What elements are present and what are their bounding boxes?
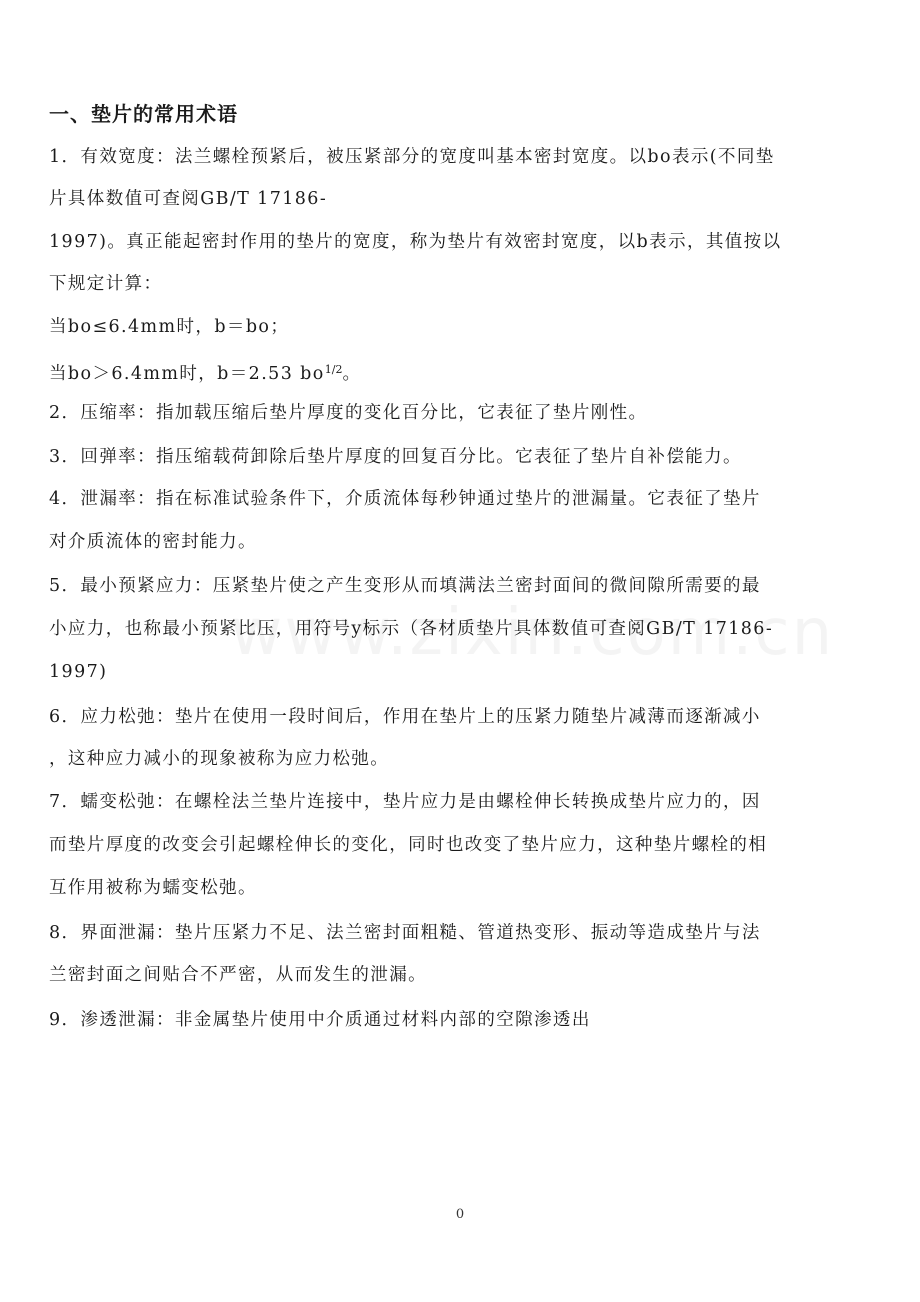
text-line: 5．最小预紧应力：压紧垫片使之产生变形从而填满法兰密封面间的微间隙所需要的最 (49, 576, 761, 596)
section-heading: 一、垫片的常用术语 (49, 102, 238, 126)
text-line: 片具体数值可查阅GB/T 17186- (49, 189, 328, 209)
page-number: 0 (455, 1207, 465, 1222)
text-line: 互作用被称为蠕变松弛。 (49, 878, 257, 898)
formula-text: 当bo＞6.4mm时，b＝2.53 bo (49, 364, 325, 384)
text-line: 2．压缩率：指加载压缩后垫片厚度的变化百分比，它表征了垫片刚性。 (49, 403, 648, 423)
formula-end: 。 (342, 364, 362, 384)
text-line: ，这种应力减小的现象被称为应力松弛。 (49, 749, 390, 769)
superscript-exponent: 1/2 (324, 363, 343, 376)
text-line: 下规定计算： (49, 274, 163, 294)
text-line: 而垫片厚度的改变会引起螺栓伸长的变化，同时也改变了垫片应力，这种垫片螺栓的相 (49, 835, 768, 855)
text-line: 1．有效宽度：法兰螺栓预紧后，被压紧部分的宽度叫基本密封宽度。以bo表示(不同垫 (49, 147, 775, 167)
text-line: 4．泄漏率：指在标准试验条件下，介质流体每秒钟通过垫片的泄漏量。它表征了垫片 (49, 489, 761, 509)
text-line: 小应力，也称最小预紧比压，用符号y标示（各材质垫片具体数值可查阅GB/T 17186- (49, 619, 774, 639)
text-line: 对介质流体的密封能力。 (49, 532, 257, 552)
text-line: 8．界面泄漏：垫片压紧力不足、法兰密封面粗糙、管道热变形、振动等造成垫片与法 (49, 923, 761, 943)
text-line: 9．渗透泄漏：非金属垫片使用中介质通过材料内部的空隙渗透出 (49, 1010, 591, 1030)
text-line: 兰密封面之间贴合不严密，从而发生的泄漏。 (49, 965, 427, 985)
text-line: 3．回弹率：指压缩载荷卸除后垫片厚度的回复百分比。它表征了垫片自补偿能力。 (49, 447, 742, 467)
watermark (230, 596, 834, 670)
text-line: 7．蠕变松弛：在螺栓法兰垫片连接中，垫片应力是由螺栓伸长转换成垫片应力的，因 (49, 792, 761, 812)
text-line: 当bo≤6.4mm时，b＝bo； (49, 317, 290, 337)
text-line: 1997) (49, 662, 108, 682)
text-line: 6．应力松弛：垫片在使用一段时间后，作用在垫片上的压紧力随垫片减薄而逐渐减小 (49, 707, 761, 727)
text-line: 1997)。真正能起密封作用的垫片的宽度，称为垫片有效密封宽度，以b表示，其值按以 (49, 232, 782, 252)
formula-line (49, 357, 361, 387)
